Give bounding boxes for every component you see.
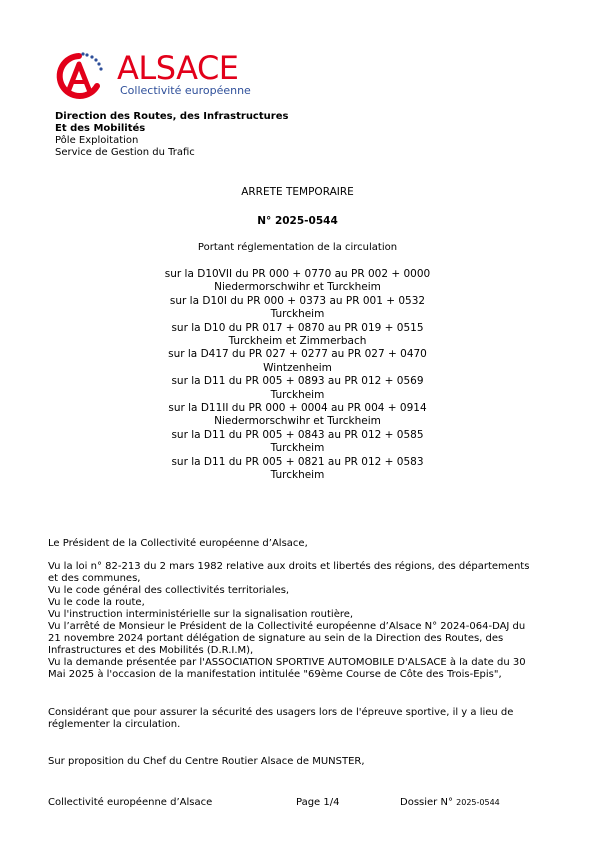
road-section bbox=[0, 375, 595, 402]
road-section-commune: Niedermorschwihr et Turckheim bbox=[214, 281, 381, 294]
direction-line-4: Service de Gestion du Trafic bbox=[55, 147, 195, 158]
footer-organisation: Collectivité européenne d’Alsace bbox=[48, 797, 213, 808]
vus-block bbox=[48, 561, 548, 681]
direction-header bbox=[55, 111, 288, 159]
road-section-commune: Niedermorschwihr et Turckheim bbox=[214, 415, 381, 428]
road-section bbox=[0, 456, 595, 483]
vu-line: Vu la demande présentée par l'ASSOCIATION SPORTIVE AUTOMOBILE D'ALSACE à la date du 30 bbox=[48, 657, 526, 668]
considerant-block bbox=[48, 707, 548, 731]
alsace-logo-icon bbox=[53, 50, 105, 102]
vu-line: Vu la loi n° 82-213 du 2 mars 1982 relative aux droits et libertés des régions, des départements bbox=[48, 561, 530, 572]
road-section bbox=[0, 429, 595, 456]
alsace-logo bbox=[53, 50, 253, 102]
vu-line: Vu le code la route, bbox=[48, 597, 145, 608]
footer-dossier-label: Dossier N° bbox=[400, 797, 453, 808]
road-section bbox=[0, 295, 595, 322]
road-section-road: sur la D11II du PR 000 + 0004 au PR 004 + 0914 bbox=[168, 402, 427, 415]
president-line: Le Président de la Collectivité européenne d’Alsace, bbox=[48, 538, 308, 549]
vu-line: Vu l’arrêté de Monsieur le Président de la Collectivité européenne d’Alsace N° 2024-064-DAJ du bbox=[48, 621, 526, 632]
road-section-commune: Turckheim bbox=[270, 308, 325, 321]
road-section-road: sur la D11 du PR 005 + 0843 au PR 012 + 0585 bbox=[171, 428, 424, 441]
vu-line: Mai 2025 à l'occasion de la manifestation intitulée "69ème Course de Côte des Trois-Epis", bbox=[48, 669, 502, 680]
road-section-road: sur la D11 du PR 005 + 0821 au PR 012 + 0583 bbox=[171, 455, 424, 468]
footer-dossier-number: 2025-0544 bbox=[456, 798, 500, 807]
road-section-road: sur la D11 du PR 005 + 0893 au PR 012 + 0569 bbox=[171, 375, 424, 388]
footer-page-number: Page 1/4 bbox=[296, 797, 340, 808]
road-section bbox=[0, 322, 595, 349]
road-section-road: sur la D10I du PR 000 + 0373 au PR 001 + 0532 bbox=[169, 294, 426, 307]
logo-subtitle: Collectivité européenne bbox=[120, 84, 251, 97]
arrete-title: ARRETE TEMPORAIRE bbox=[241, 186, 354, 198]
road-section-road: sur la D417 du PR 027 + 0277 au PR 027 + 0470 bbox=[168, 348, 427, 361]
arrete-number: N° 2025-0544 bbox=[257, 215, 338, 227]
vu-line: Infrastructures et des Mobilités (D.R.I.M), bbox=[48, 645, 254, 656]
road-section-commune: Wintzenheim bbox=[263, 361, 332, 374]
considerant-line: réglementer la circulation. bbox=[48, 719, 181, 730]
road-section-commune: Turckheim bbox=[270, 469, 325, 482]
direction-line-1: Direction des Routes, des Infrastructures bbox=[55, 111, 289, 122]
road-section-commune: Turckheim bbox=[270, 442, 325, 455]
page-footer bbox=[0, 797, 595, 811]
road-section bbox=[0, 348, 595, 375]
vu-line: 21 novembre 2024 portant délégation de signature au sein de la Direction des Routes, des bbox=[48, 633, 504, 644]
proposition-line: Sur proposition du Chef du Centre Routier Alsace de MUNSTER, bbox=[48, 756, 365, 767]
logo-wordmark: ALSACE bbox=[117, 49, 239, 87]
vu-line: Vu le code général des collectivités territoriales, bbox=[48, 585, 290, 596]
road-section-road: sur la D10 du PR 017 + 0870 au PR 019 + 0515 bbox=[171, 321, 424, 334]
road-section-commune: Turckheim bbox=[270, 388, 325, 401]
road-section-commune: Turckheim et Zimmerbach bbox=[228, 335, 367, 348]
considerant-line: Considérant que pour assurer la sécurité des usagers lors de l'épreuve sportive, il y a lieu de bbox=[48, 707, 514, 718]
portant-line: Portant réglementation de la circulation bbox=[197, 242, 398, 253]
direction-line-2: Et des Mobilités bbox=[55, 123, 146, 134]
road-section bbox=[0, 268, 595, 295]
vu-line: et des communes, bbox=[48, 573, 141, 584]
road-section bbox=[0, 402, 595, 429]
road-section-road: sur la D10VII du PR 000 + 0770 au PR 002 + 0000 bbox=[164, 268, 431, 280]
footer-dossier bbox=[400, 797, 500, 808]
vu-line: Vu l'instruction interministérielle sur la signalisation routière, bbox=[48, 609, 354, 620]
direction-line-3: Pôle Exploitation bbox=[55, 135, 139, 146]
road-sections bbox=[0, 268, 595, 483]
